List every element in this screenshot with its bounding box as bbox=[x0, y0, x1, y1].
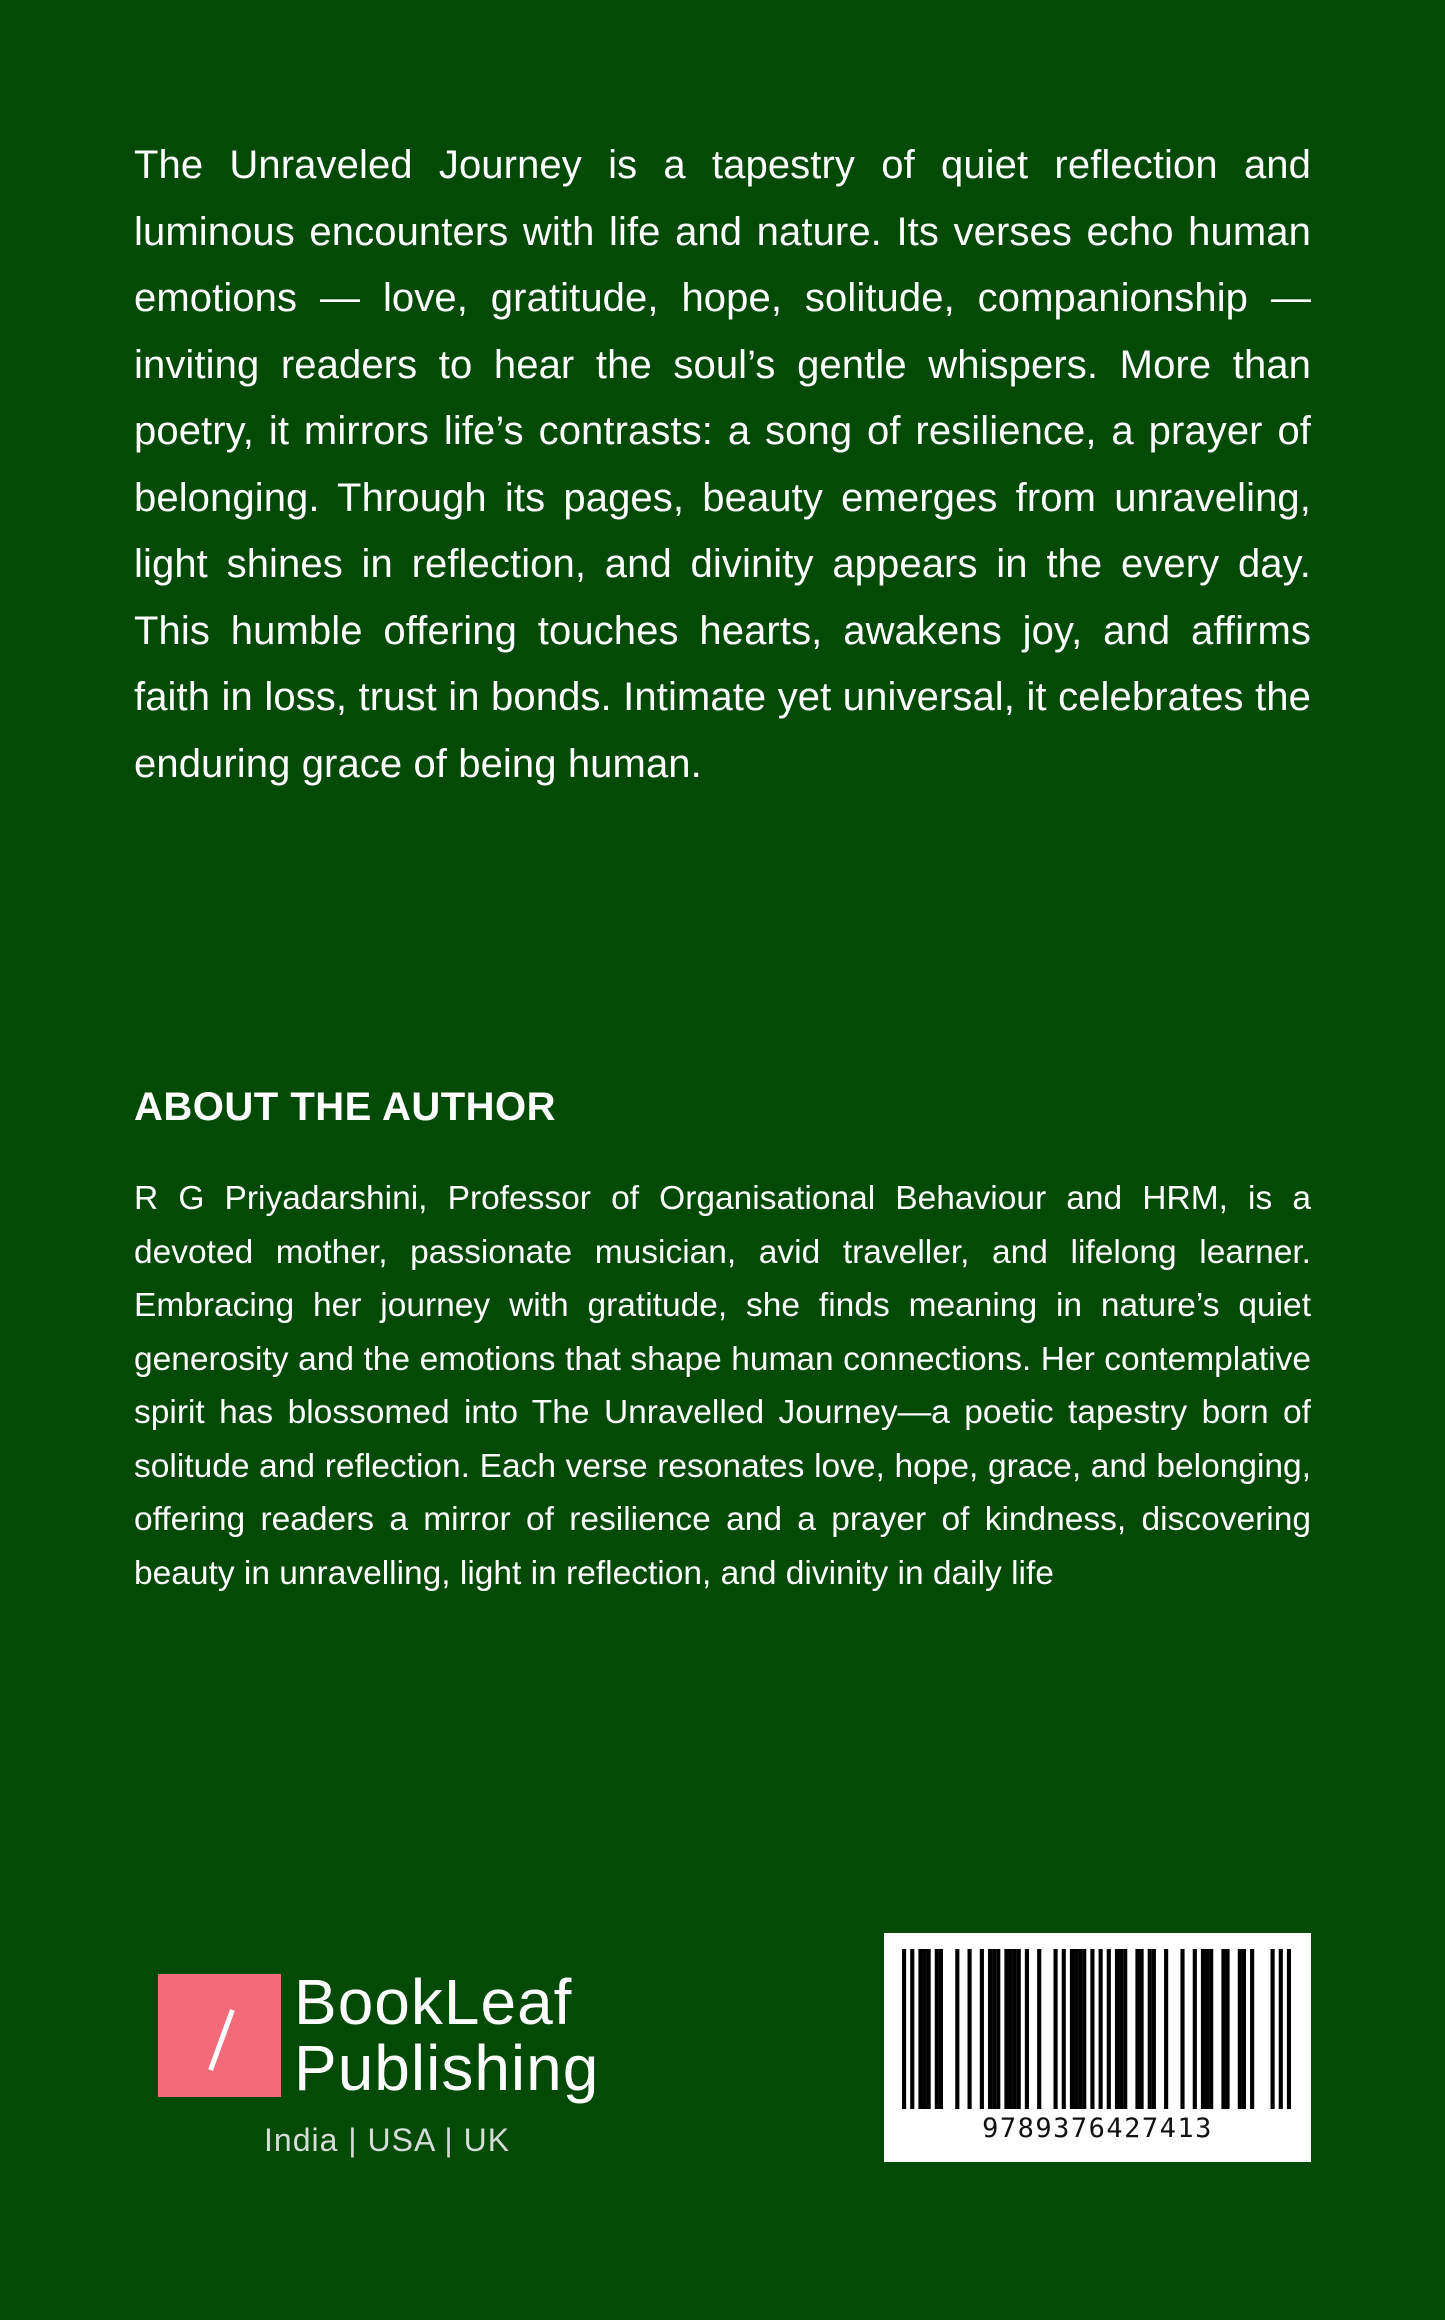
about-the-author-heading: ABOUT THE AUTHOR bbox=[134, 1085, 557, 1129]
barcode-bar bbox=[1074, 1949, 1078, 2109]
barcode-bar bbox=[1209, 1949, 1213, 2109]
barcode-bar bbox=[927, 1949, 931, 2109]
barcode-bar bbox=[1221, 1949, 1225, 2109]
barcode-bar bbox=[1119, 1949, 1123, 2109]
barcode-bar bbox=[1107, 1949, 1111, 2109]
publisher-name-line2: Publishing bbox=[294, 2032, 600, 2104]
barcode-bar bbox=[1013, 1949, 1017, 2109]
barcode-bar bbox=[1193, 1949, 1197, 2109]
barcode-bar bbox=[1054, 1949, 1058, 2109]
isbn-number: 9789376427413 bbox=[982, 2113, 1213, 2144]
publisher-regions: India | USA | UK bbox=[264, 2122, 511, 2158]
barcode-bar bbox=[1037, 1949, 1041, 2109]
barcode-bar bbox=[1070, 1949, 1074, 2109]
barcode-bar bbox=[1099, 1949, 1103, 2109]
barcode-bar bbox=[955, 1949, 959, 2109]
barcode-bar bbox=[1164, 1949, 1168, 2109]
barcode-bar bbox=[922, 1949, 926, 2109]
barcode-bar bbox=[1025, 1949, 1029, 2109]
slash-icon bbox=[208, 2009, 235, 2071]
barcode-bar bbox=[1115, 1949, 1119, 2109]
barcode-bar bbox=[910, 1949, 914, 2109]
barcode-bar bbox=[1180, 1949, 1184, 2109]
barcode-bar bbox=[935, 1949, 939, 2109]
barcode-bar bbox=[1135, 1949, 1139, 2109]
barcode-bar bbox=[968, 1949, 972, 2109]
publisher-logo bbox=[158, 1966, 608, 2170]
back-cover-blurb: The Unraveled Journey is a tapestry of quiet reflection and luminous encounters with life and nature. Its verses echo human emotions — love, gratitude, hope, solitude, companionship — inviting readers to hear the soul’s gentle whispers. More than poetry, it mirrors life’s contrasts: a song of resilience, a prayer of belonging. Through its pages, beauty emerges from unraveling, light shines in reflection, and divinity appears in the every day. This humble offering touches hearts, awakens joy, and affirms faith in loss, trust in bonds. Intimate yet universal, it celebrates the enduring grace of being human. bbox=[134, 143, 1311, 786]
barcode-bar bbox=[1287, 1949, 1291, 2109]
barcode-bar bbox=[980, 1949, 984, 2109]
isbn-barcode bbox=[884, 1933, 1311, 2162]
barcode-bar bbox=[1008, 1949, 1012, 2109]
barcode-bar bbox=[918, 1949, 922, 2109]
barcode-bar bbox=[1205, 1949, 1209, 2109]
barcode-bar bbox=[992, 1949, 996, 2109]
barcode-bar bbox=[1201, 1949, 1205, 2109]
barcode-bar bbox=[1139, 1949, 1143, 2109]
barcode-bar bbox=[1152, 1949, 1156, 2109]
publisher-logo-mark-icon bbox=[158, 1974, 281, 2097]
barcode-bar bbox=[1225, 1949, 1229, 2109]
publisher-name-line1: BookLeaf bbox=[294, 1966, 573, 2038]
barcode-bar bbox=[1148, 1949, 1152, 2109]
barcode-bar bbox=[988, 1949, 992, 2109]
barcode-bars-icon bbox=[902, 1949, 1291, 2109]
barcode-bar bbox=[1062, 1949, 1066, 2109]
barcode-bar bbox=[1082, 1949, 1086, 2109]
barcode-bar bbox=[939, 1949, 943, 2109]
barcode-bar bbox=[1271, 1949, 1275, 2109]
barcode-bar bbox=[1090, 1949, 1094, 2109]
barcode-bar bbox=[1242, 1949, 1246, 2109]
barcode-bar bbox=[1017, 1949, 1021, 2109]
barcode-bar bbox=[1004, 1949, 1008, 2109]
barcode-bar bbox=[996, 1949, 1000, 2109]
barcode-bar bbox=[1123, 1949, 1127, 2109]
barcode-bar bbox=[1279, 1949, 1283, 2109]
barcode-bar bbox=[1250, 1949, 1254, 2109]
author-bio: R G Priyadarshini, Professor of Organisational Behaviour and HRM, is a devoted mother, passionate musician, avid traveller, and lifelong learner. Embracing her journey with gratitude, she finds meaning in nature’s quiet generosity and the emotions that shape human connections. Her contemplative spirit has blossomed into The Unravelled Journey—a poetic tapestry born of solitude and reflection. Each verse resonates love, hope, grace, and belonging, offering readers a mirror of resilience and a prayer of kindness, discovering beauty in unravelling, light in reflection, and divinity in daily life bbox=[134, 1180, 1311, 1592]
barcode-bar bbox=[1238, 1949, 1242, 2109]
barcode-bar bbox=[1078, 1949, 1082, 2109]
barcode-bar bbox=[902, 1949, 906, 2109]
